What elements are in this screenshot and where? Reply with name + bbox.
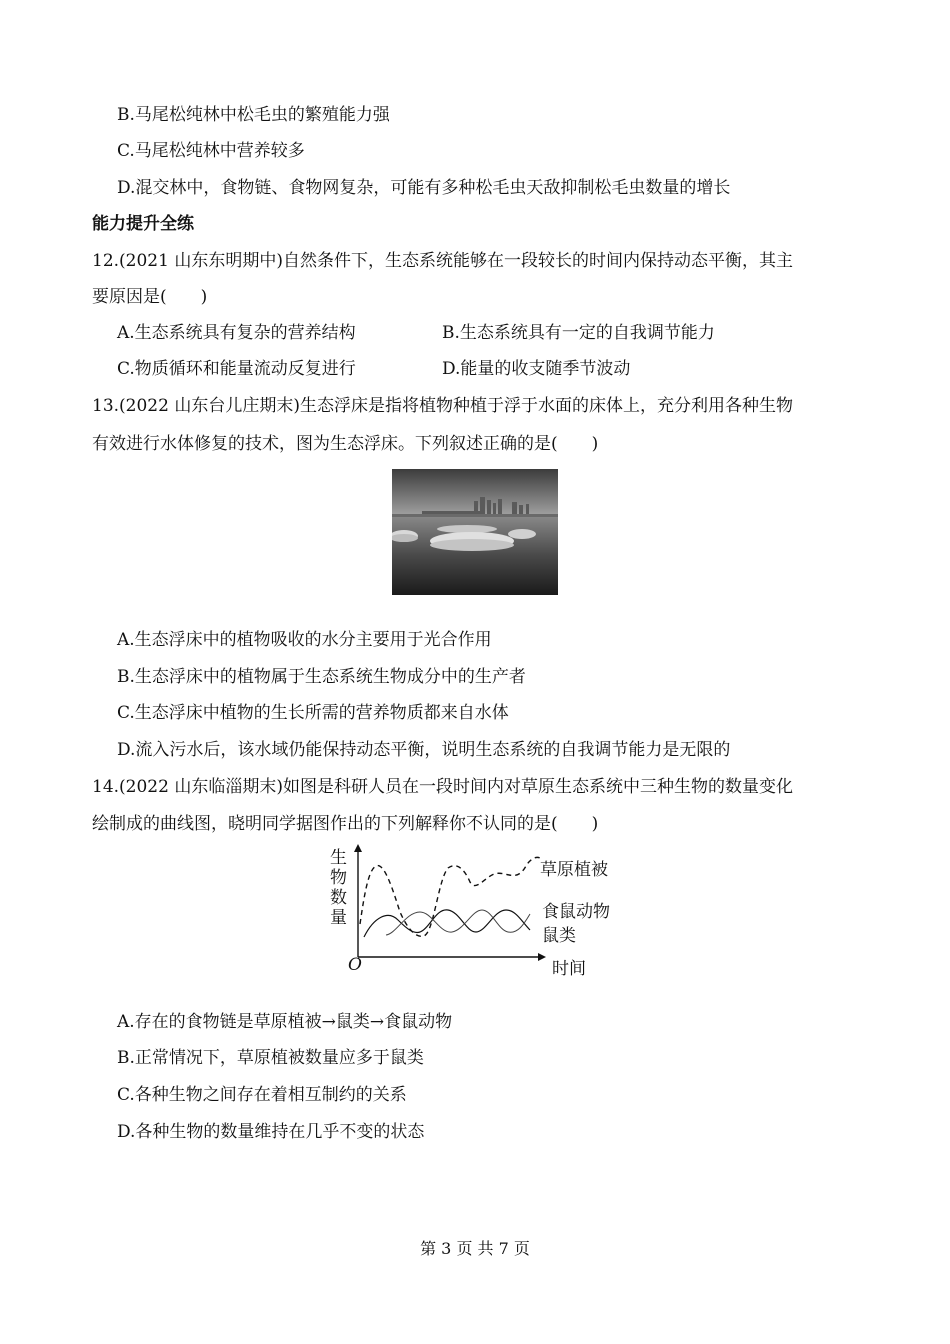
option-d: D.混交林中，食物链、食物网复杂，可能有多种松毛虫天敌抑制松毛虫数量的增长	[117, 178, 731, 198]
predator-curve	[364, 910, 530, 937]
q14-option-a: A.存在的食物链是草原植被→鼠类→食鼠动物	[117, 1012, 453, 1032]
q14-stem-line1: 14.(2022 山东临淄期末)如图是科研人员在一段时间内对草原生态系统中三种生物的数量变化	[92, 777, 793, 797]
y-axis-arrow	[354, 844, 362, 852]
q14-option-d: D.各种生物的数量维持在几乎不变的状态	[117, 1122, 425, 1142]
x-axis-label: 时间	[552, 959, 586, 979]
option-c: C.马尾松纯林中营养较多	[117, 141, 305, 161]
q12-stem-line2: 要原因是( )	[92, 287, 208, 307]
rodent-curve	[386, 910, 530, 935]
q13-option-c: C.生态浮床中植物的生长所需的营养物质都来自水体	[117, 703, 509, 723]
y-axis-label-char-4: 量	[330, 908, 347, 928]
series-label-predator: 食鼠动物	[542, 902, 610, 922]
population-curve-graph	[324, 842, 634, 982]
q13-option-a: A.生态浮床中的植物吸收的水分主要用于光合作用	[117, 630, 492, 650]
q12-option-a: A.生态系统具有复杂的营养结构	[117, 323, 356, 343]
page-footer: 第 3 页 共 7 页	[420, 1239, 530, 1258]
q12-option-c: C.物质循环和能量流动反复进行	[117, 359, 356, 379]
q13-option-d: D.流入污水后，该水域仍能保持动态平衡，说明生态系统的自我调节能力是无限的	[117, 740, 731, 760]
q13-stem-line1: 13.(2022 山东台儿庄期末)生态浮床是指将植物种植于浮于水面的床体上，充分利用各种生物	[92, 396, 793, 416]
q14-option-c: C.各种生物之间存在着相互制约的关系	[117, 1085, 407, 1105]
q14-stem-line2: 绘制成的曲线图，晓明同学据图作出的下列解释你不认同的是( )	[92, 814, 599, 834]
eco-floating-bed-photo	[392, 469, 558, 595]
q12-stem-line1: 12.(2021 山东东明期中)自然条件下，生态系统能够在一段较长的时间内保持动态平衡，其主	[92, 251, 793, 271]
option-b: B.马尾松纯林中松毛虫的繁殖能力强	[117, 105, 390, 125]
series-label-grassland: 草原植被	[540, 860, 608, 880]
y-axis-label-char-1: 生	[330, 848, 347, 868]
q13-stem-line2: 有效进行水体修复的技术，图为生态浮床。下列叙述正确的是( )	[92, 434, 599, 454]
origin-label: O	[348, 955, 362, 975]
q12-option-d: D.能量的收支随季节波动	[442, 359, 631, 379]
q13-option-b: B.生态浮床中的植物属于生态系统生物成分中的生产者	[117, 667, 526, 687]
q12-option-b: B.生态系统具有一定的自我调节能力	[442, 323, 715, 343]
y-axis-label-char-2: 物	[330, 868, 347, 888]
grassland-curve	[360, 857, 540, 936]
series-label-rodent: 鼠类	[542, 926, 576, 946]
x-axis-arrow	[538, 953, 546, 961]
q14-option-b: B.正常情况下，草原植被数量应多于鼠类	[117, 1048, 424, 1068]
section-heading: 能力提升全练	[92, 214, 194, 234]
y-axis-label-char-3: 数	[330, 888, 347, 908]
